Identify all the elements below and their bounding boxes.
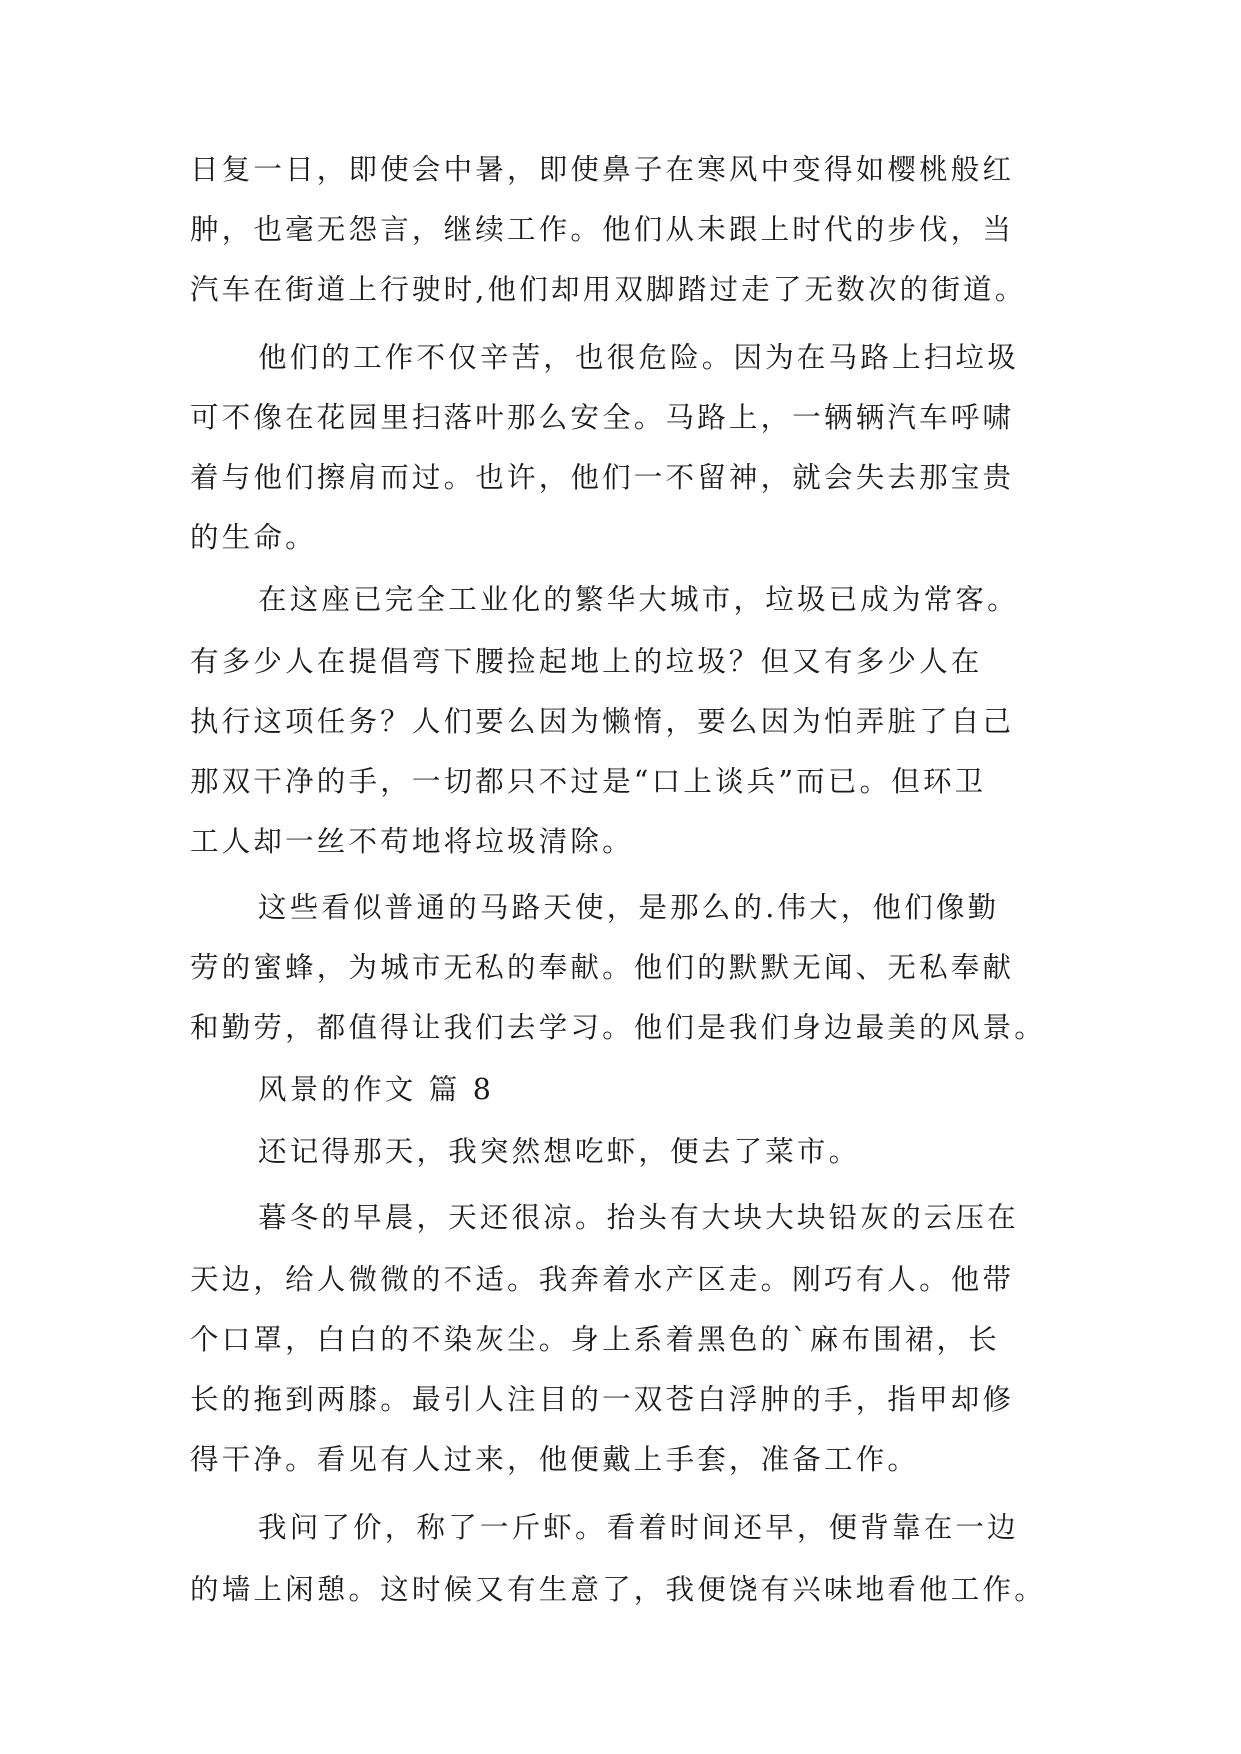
paragraph-line: 还记得那天，我突然想吃虾，便去了菜市。 [258, 1135, 861, 1168]
paragraph-line: 日复一日，即使会中暑，即使鼻子在寒风中变得如樱桃般红 [190, 153, 1015, 186]
paragraph-line: 天边，给人微微的不适。我奔着水产区走。刚巧有人。他带 [190, 1263, 1015, 1296]
paragraph-line: 的生命。 [190, 521, 317, 554]
paragraph-line: 着与他们擦肩而过。也许，他们一不留神，就会失去那宝贵 [190, 461, 1015, 494]
paragraph-line: 有多少人在提倡弯下腰捡起地上的垃圾？但又有多少人在 [190, 645, 983, 678]
paragraph-line: 得干净。看见有人过来，他便戴上手套，准备工作。 [190, 1443, 920, 1476]
paragraph-line: 执行这项任务？人们要么因为懒惰，要么因为怕弄脏了自己 [190, 705, 1015, 738]
section-heading: 风景的作文 篇 8 [258, 1073, 495, 1106]
paragraph-line: 长的拖到两膝。最引人注目的一双苍白浮肿的手，指甲却修 [190, 1383, 1015, 1416]
paragraph-line: 汽车在街道上行驶时,他们却用双脚踏过走了无数次的街道。 [190, 273, 1027, 306]
paragraph-line: 这些看似普通的马路天使，是那么的.伟大，他们像勤 [258, 891, 1000, 924]
paragraph-line: 个口罩，白白的不染灰尘。身上系着黑色的`麻布围裙，长 [190, 1323, 1000, 1356]
paragraph-line: 那双干净的手，一切都只不过是“口上谈兵”而已。但环卫 [190, 765, 987, 798]
paragraph-line: 可不像在花园里扫落叶那么安全。马路上，一辆辆汽车呼啸 [190, 401, 1015, 434]
paragraph-line: 我问了价，称了一斤虾。看着时间还早，便背靠在一边 [258, 1511, 1019, 1544]
paragraph-line: 他们的工作不仅辛苦，也很危险。因为在马路上扫垃圾 [258, 341, 1019, 374]
paragraph-line: 工人却一丝不苟地将垃圾清除。 [190, 825, 634, 858]
paragraph-line: 肿，也毫无怨言，继续工作。他们从未跟上时代的步伐，当 [190, 213, 1015, 246]
paragraph-line: 暮冬的早晨，天还很凉。抬头有大块大块铅灰的云压在 [258, 1201, 1019, 1234]
paragraph-line: 劳的蜜蜂，为城市无私的奉献。他们的默默无闻、无私奉献 [190, 951, 1015, 984]
paragraph-line: 和勤劳，都值得让我们去学习。他们是我们身边最美的风景。 [190, 1011, 1046, 1044]
paragraph-line: 在这座已完全工业化的繁华大城市，垃圾已成为常客。 [258, 583, 1019, 616]
paragraph-line: 的墙上闲憩。这时候又有生意了，我便饶有兴味地看他工作。 [190, 1573, 1046, 1606]
